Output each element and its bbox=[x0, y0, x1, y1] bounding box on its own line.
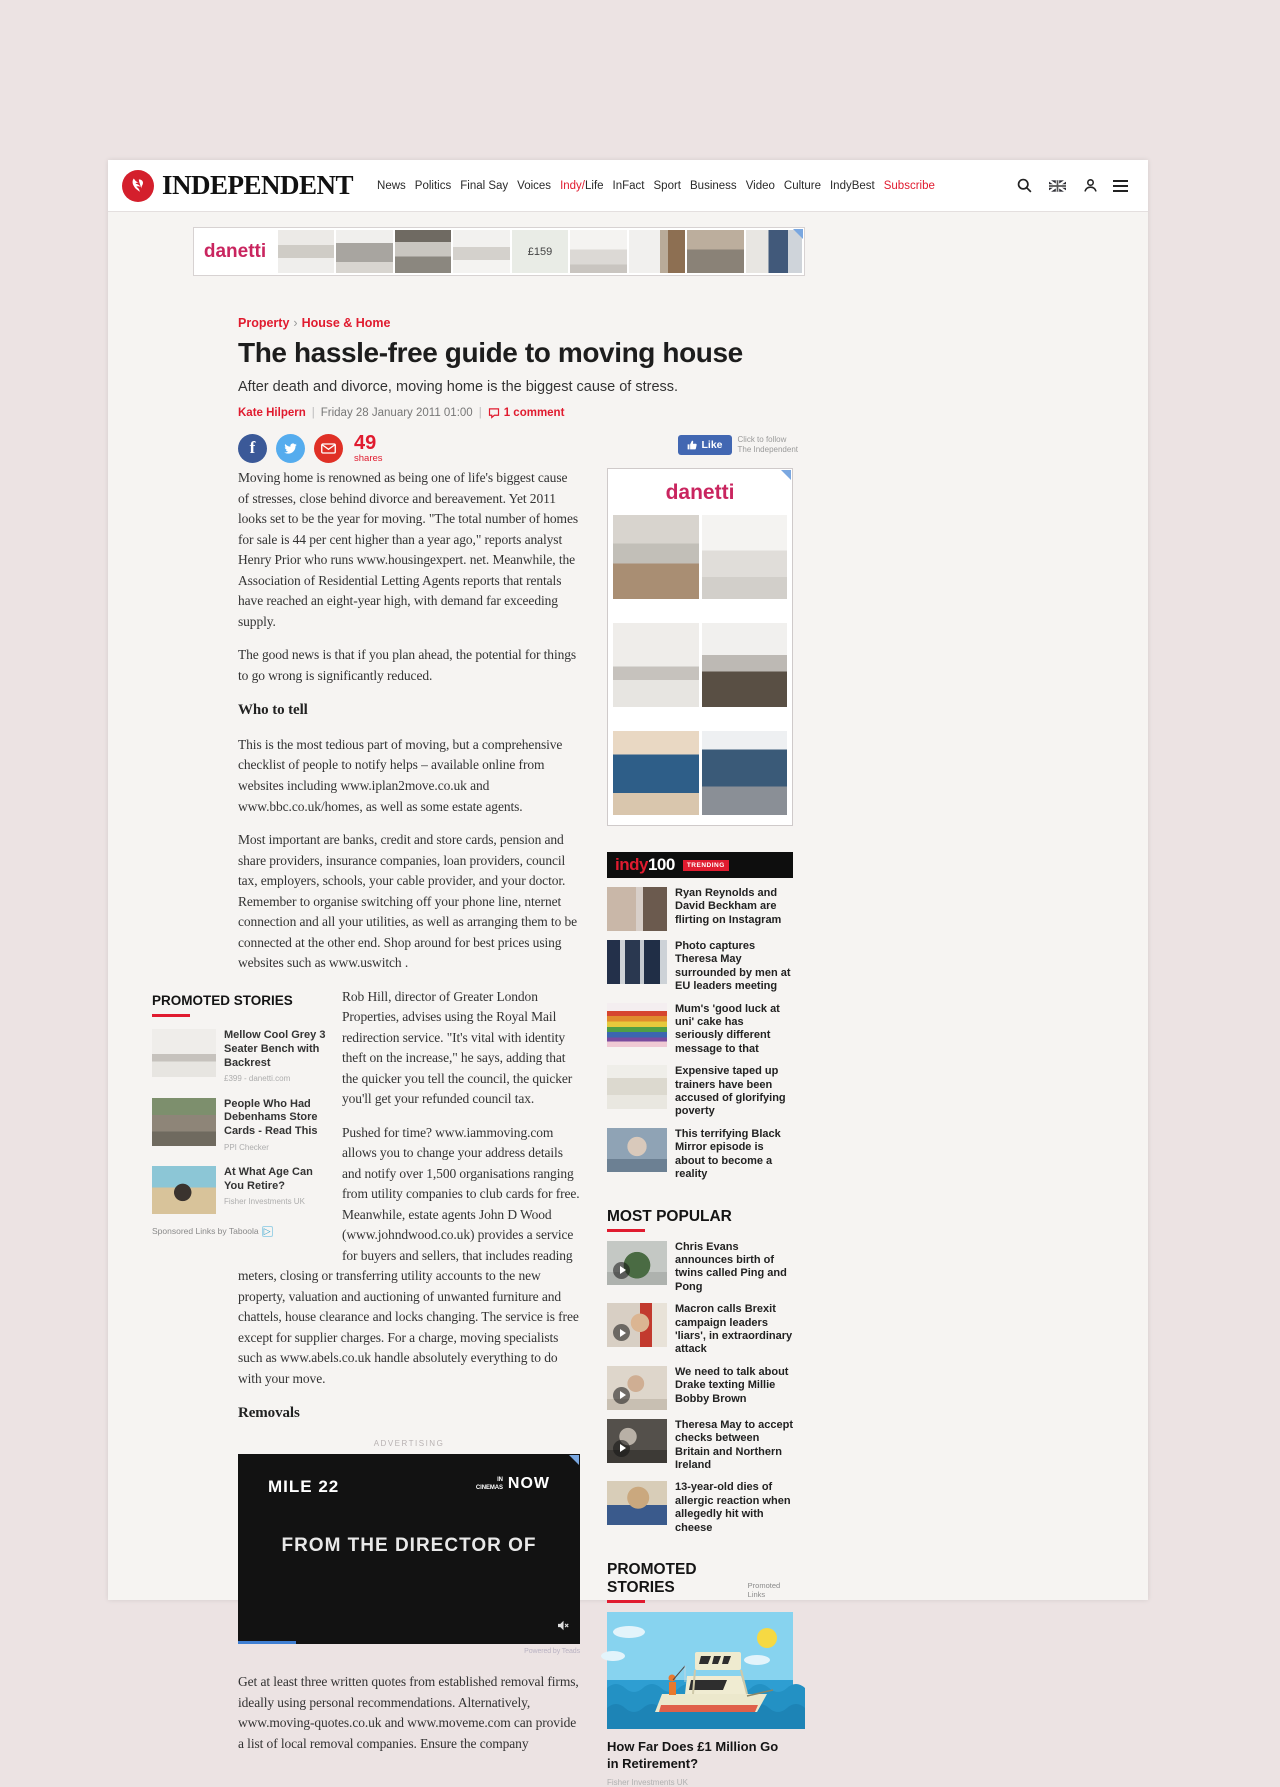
nav-indy-life[interactable]: Indy/Life bbox=[560, 179, 604, 192]
product-image bbox=[702, 515, 788, 599]
ad-choices-icon[interactable] bbox=[781, 470, 791, 480]
header-icons bbox=[1014, 176, 1128, 196]
twitter-bird-icon bbox=[283, 441, 298, 456]
twitter-share-button[interactable] bbox=[276, 434, 305, 463]
sidebar bbox=[607, 468, 793, 1787]
product-image bbox=[613, 623, 699, 707]
most-popular-section bbox=[607, 1208, 793, 1536]
banner-product-image bbox=[570, 230, 626, 273]
independent-logo[interactable] bbox=[122, 170, 353, 202]
promoted-story[interactable]: At What Age Can You Retire? Fisher Investments UK bbox=[152, 1166, 328, 1214]
promoted-stories-sidebar bbox=[607, 1561, 793, 1787]
product-image bbox=[702, 623, 788, 707]
article-header bbox=[238, 316, 798, 463]
author-link[interactable]: Kate Hilpern bbox=[238, 406, 306, 419]
indy100-story[interactable]: Photo captures Theresa May surrounded by men at EU leaders meeting bbox=[607, 940, 793, 994]
share-count: 49 shares bbox=[354, 431, 383, 464]
fb-like-caption: Click to follow The Independent bbox=[737, 434, 798, 455]
most-popular-story[interactable]: Chris Evans announces birth of twins called Ping and Pong bbox=[607, 1241, 793, 1295]
uk-flag-icon[interactable] bbox=[1047, 176, 1067, 196]
most-popular-story[interactable]: We need to talk about Drake texting Millie Bobby Brown bbox=[607, 1366, 793, 1410]
promoted-story-source: PPI Checker bbox=[224, 1142, 269, 1152]
nav-sport[interactable]: Sport bbox=[653, 179, 682, 192]
indy100-story[interactable]: This terrifying Black Mirror episode is about to become a reality bbox=[607, 1128, 793, 1182]
promoted-story-source: £399 - danetti.com bbox=[224, 1074, 291, 1084]
most-popular-story[interactable]: Theresa May to accept checks between Britain and Northern Ireland bbox=[607, 1419, 793, 1473]
page-body bbox=[108, 212, 1148, 1787]
facebook-share-button[interactable]: f bbox=[238, 434, 267, 463]
promoted-story-title[interactable]: How Far Does £1 Million Go in Retirement? bbox=[607, 1739, 779, 1771]
comments-link[interactable]: 1 comment bbox=[488, 407, 565, 419]
article-body bbox=[152, 468, 580, 1767]
play-icon bbox=[613, 1262, 630, 1279]
page-title: The hassle-free guide to moving house bbox=[238, 337, 743, 368]
promoted-story-image bbox=[152, 1098, 216, 1146]
publish-date: Friday 28 January 2011 01:00 bbox=[320, 406, 473, 419]
menu-icon[interactable] bbox=[1113, 180, 1128, 192]
indy100-story[interactable]: Expensive taped up trainers have been accused of glorifying poverty bbox=[607, 1065, 793, 1119]
site-header bbox=[108, 160, 1148, 212]
breadcrumb-house-home[interactable]: House & Home bbox=[301, 316, 391, 330]
nav-subscribe[interactable]: Subscribe bbox=[883, 179, 935, 192]
banner-product-image bbox=[687, 230, 743, 273]
promoted-story-image bbox=[152, 1029, 216, 1077]
nav-video[interactable]: Video bbox=[745, 179, 775, 192]
video-thumbnail bbox=[607, 1303, 667, 1347]
paragraph: Pushed for time? www.iammoving.com allows you to change your address details and notify over 1,500 organisations ranging from utility companies to club cards for free. Meanwhile, estate agents John D Wood (www.johndwood.co.uk) provides a service for buyers and sellers, that includes reading meters, closing or transferring utility accounts to the new property, valuation and auctioning of unwanted furniture and chattels, house clearance and locks changing. The service is free except for supplier charges. For a charge, moving specialists such as www.abels.co.uk handle absolutely everything to do with your move. bbox=[238, 1124, 580, 1386]
story-thumbnail bbox=[607, 1065, 667, 1109]
most-popular-story[interactable]: 13-year-old dies of allergic reaction when allegedly hit with cheese bbox=[607, 1481, 793, 1535]
video-thumbnail bbox=[607, 1241, 667, 1285]
article-subtitle: After death and divorce, moving home is the biggest cause of stress. bbox=[238, 378, 679, 395]
indy100-header[interactable] bbox=[607, 852, 793, 878]
banner-product-image bbox=[395, 230, 451, 273]
main-nav bbox=[377, 180, 935, 192]
most-popular-story[interactable]: Macron calls Brexit campaign leaders 'liars', in extraordinary attack bbox=[607, 1303, 793, 1357]
paragraph: Get at least three written quotes from established removal firms, ideally using personal recommendations. Alternatively, www.moving-quotes.co.uk and www.moveme.com can provide a list of local removal companies. Ensure the company bbox=[238, 1674, 579, 1751]
nav-culture[interactable]: Culture bbox=[783, 179, 821, 192]
play-icon bbox=[613, 1324, 630, 1341]
teads-attribution: Powered by Teads bbox=[524, 1648, 580, 1656]
top-banner-ad[interactable] bbox=[193, 227, 805, 276]
taboola-attribution[interactable]: Sponsored Links by Taboola ▷ bbox=[152, 1225, 271, 1236]
breadcrumb bbox=[238, 316, 798, 330]
indy100-story[interactable]: Mum's 'good luck at uni' cake has seriously different message to that bbox=[607, 1003, 793, 1057]
breadcrumb-separator: › bbox=[293, 316, 298, 330]
promoted-stories-title: PROMOTED STORIES bbox=[152, 991, 328, 1018]
indy100-section bbox=[607, 852, 793, 1182]
banner-product-image bbox=[278, 230, 334, 273]
banner-danetti-logo: danetti bbox=[203, 240, 267, 262]
page-container bbox=[108, 160, 1148, 1787]
eagle-icon bbox=[122, 170, 154, 202]
story-thumbnail bbox=[607, 940, 667, 984]
product-image bbox=[702, 731, 788, 815]
nav-indybest[interactable]: IndyBest bbox=[829, 179, 875, 192]
promoted-story-image bbox=[152, 1166, 216, 1214]
story-thumbnail bbox=[607, 1128, 667, 1172]
banner-product-image bbox=[336, 230, 392, 273]
search-icon[interactable] bbox=[1014, 176, 1034, 196]
banner-product-thumbs bbox=[276, 228, 804, 275]
promoted-links-label: Promoted Links bbox=[747, 1581, 781, 1599]
breadcrumb-property[interactable]: Property bbox=[238, 316, 290, 330]
paragraph: Most important are banks, credit and store cards, pension and share providers, insurance companies, loan providers, council tax, employers, schools, your cable provider, and your doctor. Remember to organise switching off your phone line, nternet connection and all your utilities, as well as arranging them to be connected at the other end. Shop around for best prices using websites such as www.uswitch . bbox=[238, 832, 578, 971]
taboola-icon: ▷ bbox=[263, 1225, 271, 1236]
product-image bbox=[613, 731, 699, 815]
thumbs-up-icon bbox=[687, 440, 697, 450]
nav-news[interactable]: News bbox=[377, 179, 406, 192]
story-thumbnail bbox=[607, 887, 667, 931]
facebook-like-widget bbox=[678, 435, 798, 456]
article-meta: Kate Hilpern | Friday 28 January 2011 01:00 | 1 comment bbox=[238, 406, 565, 419]
nav-final-say[interactable]: Final Say bbox=[460, 179, 509, 192]
paragraph: Rob Hill, director of Greater London Properties, advises using the Royal Mail redirection service. "It's vital with identity theft on the increase," he says, adding that the quicker you tell the council, the quicker you'll get your refunded council tax. bbox=[342, 988, 573, 1107]
danetti-logo: danetti bbox=[665, 481, 735, 504]
promoted-story[interactable]: Mellow Cool Grey 3 Seater Bench with Backrest £399 - danetti.com bbox=[152, 1029, 328, 1085]
ad-choices-icon[interactable] bbox=[793, 229, 803, 239]
promoted-stories-left bbox=[152, 991, 328, 1238]
video-ad-player[interactable] bbox=[238, 1454, 580, 1644]
indy100-logo: indy100 bbox=[615, 855, 675, 874]
paragraph: The good news is that if you plan ahead, the potential for things to go wrong is significantly reduced. bbox=[238, 647, 577, 683]
section-heading-who-to-tell: Who to tell bbox=[238, 702, 308, 719]
banner-product-image bbox=[453, 230, 509, 273]
promoted-stories-title: PROMOTED STORIES bbox=[607, 1561, 748, 1603]
nav-voices[interactable]: Voices bbox=[517, 179, 552, 192]
promoted-story-source: Fisher Investments UK bbox=[224, 1197, 305, 1207]
video-tagline: FROM THE DIRECTOR OF bbox=[281, 1535, 537, 1557]
danetti-product-grid bbox=[613, 515, 787, 815]
sidebar-danetti-ad[interactable] bbox=[607, 468, 793, 826]
video-thumbnail bbox=[607, 1366, 667, 1410]
movie-title: MILE 22 bbox=[268, 1477, 340, 1497]
promoted-story[interactable]: People Who Had Debenhams Store Cards - Read This PPI Checker bbox=[152, 1098, 328, 1154]
banner-product-image bbox=[629, 230, 685, 273]
most-popular-title: MOST POPULAR bbox=[607, 1208, 793, 1232]
ad-choices-icon[interactable] bbox=[569, 1455, 579, 1465]
cinemas-now: IN CINEMAS NOW bbox=[475, 1475, 550, 1493]
nav-infact[interactable]: InFact bbox=[612, 179, 645, 192]
boat-illustration[interactable] bbox=[607, 1612, 793, 1729]
comment-bubble-icon bbox=[488, 407, 500, 419]
email-share-button[interactable] bbox=[314, 434, 343, 463]
play-icon bbox=[613, 1440, 630, 1457]
envelope-icon bbox=[321, 443, 336, 454]
story-thumbnail bbox=[607, 1481, 667, 1525]
paragraph: This is the most tedious part of moving, but a comprehensive checklist of people to notify helps – available online from websites including www.iplan2move.co.uk and www.bbc.co.uk/homes, as well as some estate agents. bbox=[238, 736, 563, 814]
story-thumbnail bbox=[607, 1003, 667, 1047]
paragraph: Moving home is renowned as being one of life's biggest cause of stresses, close behind divorce and bereavement. Yet 2011 looks set to be the year for moving. "The total number of homes for sale is 44 per cent higher than a year ago," reports analyst Henry Prior who runs www.housingexpert. net. Meanwhile, the Association of Residential Letting Agents reports that rentals have reached an eight-year high, with demand far exceeding supply. bbox=[238, 470, 579, 629]
share-row bbox=[238, 433, 798, 464]
play-icon bbox=[613, 1387, 630, 1404]
video-thumbnail bbox=[607, 1419, 667, 1463]
mute-icon[interactable] bbox=[557, 1617, 570, 1638]
brand-wordmark: INDEPENDENT bbox=[162, 170, 354, 200]
product-image bbox=[613, 515, 699, 599]
section-heading-removals: Removals bbox=[238, 1405, 300, 1422]
banner-price-image: £159 bbox=[512, 230, 568, 273]
advertising-label: ADVERTISING bbox=[373, 1439, 445, 1449]
user-icon[interactable] bbox=[1080, 176, 1100, 196]
trending-badge: TRENDING bbox=[683, 860, 729, 871]
video-progress-bar[interactable] bbox=[238, 1641, 296, 1644]
video-ad bbox=[238, 1438, 580, 1658]
facebook-like-button[interactable]: Like bbox=[678, 435, 731, 455]
promoted-story-source: Fisher Investments UK bbox=[607, 1777, 688, 1787]
nav-politics[interactable]: Politics bbox=[414, 179, 452, 192]
indy100-story[interactable]: Ryan Reynolds and David Beckham are flirting on Instagram bbox=[607, 887, 793, 931]
nav-business[interactable]: Business bbox=[690, 179, 737, 192]
